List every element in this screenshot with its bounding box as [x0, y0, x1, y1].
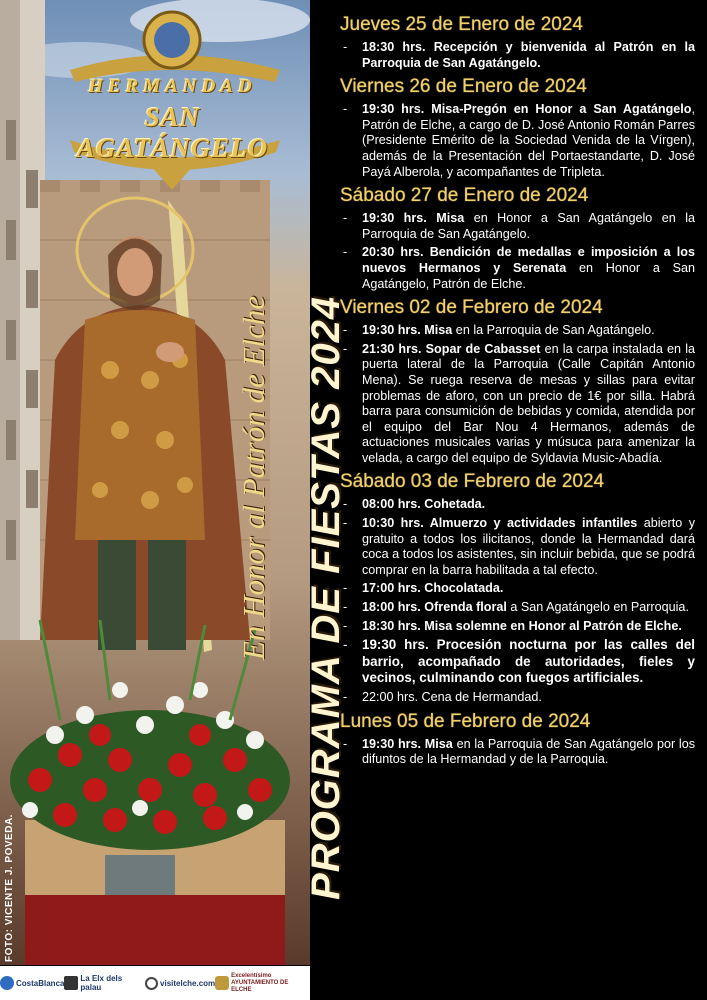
schedule-item: - 22:00 hrs. Cena de Hermandad.	[340, 690, 695, 706]
elx-palau-logo: La Elx dels palau	[64, 974, 145, 992]
coat-of-arms-icon	[215, 976, 229, 990]
day-section	[340, 711, 695, 768]
costablanca-logo: CostaBlanca	[0, 976, 64, 990]
day-section	[340, 14, 695, 71]
day-heading: Sábado 03 de Febrero de 2024	[340, 471, 605, 493]
schedule-item: - 19:30 hrs. Misa en Honor a San Agatángelo en la Parroquia de San Agatángelo.	[340, 211, 695, 242]
day-heading: Sábado 27 de Enero de 2024	[340, 185, 589, 207]
poster-image-panel	[0, 0, 348, 965]
day-heading: Viernes 26 de Enero de 2024	[340, 76, 587, 98]
schedule-item: - 19:30 hrs. Misa en la Parroquia de San Agatángelo.	[340, 323, 695, 339]
brand-name-text: SAN AGATÁNGELO	[76, 102, 269, 163]
day-section	[340, 76, 695, 180]
schedule-item: - 08:00 hrs. Cohetada.	[340, 497, 695, 513]
day-heading: Viernes 02 de Febrero de 2024	[340, 297, 603, 319]
schedule-item: - 10:30 hrs. Almuerzo y actividades infantiles abierto y gratuito a todos los ilicitanos, donde la Hermandad dará coca a todos los asistentes, sin incluir bebida, que se podrá comprar en la barra habilitada a tal efecto.	[340, 516, 695, 578]
location-pin-icon	[145, 977, 158, 990]
schedule-item: - 19:30 hrs. Misa en la Parroquia de San Agatángelo por los difuntos de la Hermandad y de la Parroquia.	[340, 737, 695, 768]
day-section	[340, 471, 695, 705]
photo-credit: FOTO: VICENTE J. POVEDA.	[4, 814, 15, 962]
schedule-item: - 19:30 hrs. Misa-Pregón en Honor a San Agatángelo, Patrón de Elche, a cargo de D. José Antonio Román Parres (Presidente Emérito de la Sociedad Venida de la Vírgen), además de la Presentación del Portaestandarte, D. José Payá Alberola, y acompañantes de Tripleta.	[340, 102, 695, 180]
schedule-item: - 21:30 hrs. Sopar de Cabasset en la carpa instalada en la puerta lateral de la Parroquia (Calle Capitán Antonio Mena). Se ruega reserva de mesas y sillas para evitar problemas de aforo, con un precio de 1€ por silla. Habrá barra para consumición de bebidas y comida, atendida por el equipo del Bar Nou 4 Hermanos, además de actuaciones musicales varias y músuca para amenizar la velada, a cargo del equipo de Syldavia Music-Abadía.	[340, 342, 695, 467]
schedule-item: - 18:30 hrs. Misa solemne en Honor al Patrón de Elche.	[340, 619, 695, 635]
day-heading: Lunes 05 de Febrero de 2024	[340, 710, 591, 732]
schedule-item: - 18:00 hrs. Ofrenda floral a San Agatángelo en Parroquia.	[340, 600, 695, 616]
schedule-item: - 18:30 hrs. Recepción y bienvenida al Patrón en la Parroquia de San Agatángelo.	[340, 40, 695, 71]
vertical-subtitle: En Honor al Patrón de Elche	[236, 295, 271, 660]
day-heading: Jueves 25 de Enero de 2024	[340, 14, 583, 35]
day-section	[340, 185, 695, 292]
sponsor-footer	[0, 966, 310, 1000]
elx-icon	[64, 976, 78, 990]
visitelche-logo: visitelche.com	[145, 977, 215, 990]
vertical-title: PROGRAMA DE FIESTAS 2024	[304, 295, 348, 900]
ayuntamiento-logo: Excelentísimo AYUNTAMIENTO DE ELCHE	[215, 973, 310, 994]
brand-top-text: HERMANDAD	[88, 76, 257, 97]
schedule-item: - 20:30 hrs. Bendición de medallas e imposición a los nuevos Hermanos y Serenata en Honor a San Agatángelo, Patrón de Elche.	[340, 245, 695, 292]
schedule-item-highlight: - 19:30 hrs. Procesión nocturna por las calles del barrio, acompañado de autoridades, fieles y vecinos, culminando con fuegos artificiales.	[340, 637, 695, 687]
program-schedule	[340, 14, 695, 773]
costablanca-icon	[0, 976, 14, 990]
schedule-item: - 17:00 hrs. Chocolatada.	[340, 581, 695, 597]
day-section	[340, 297, 695, 466]
